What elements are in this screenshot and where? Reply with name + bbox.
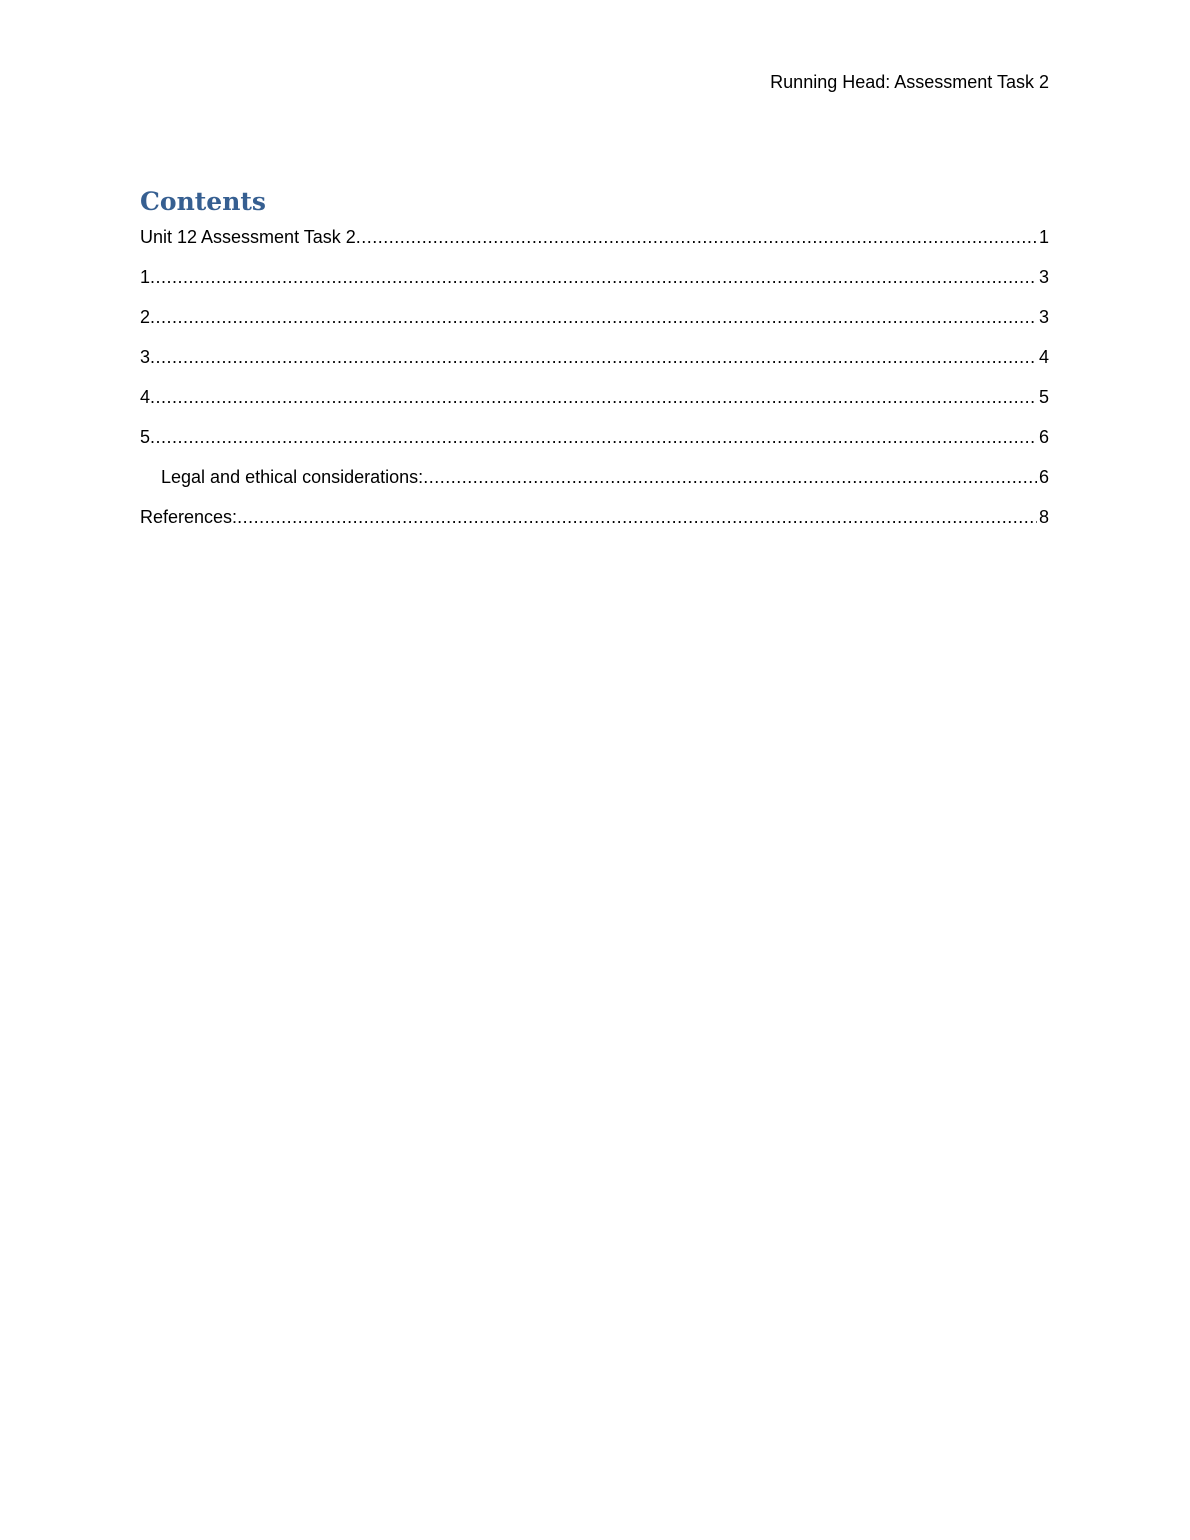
running-head: Running Head: Assessment Task 2	[770, 72, 1049, 92]
toc-entry-page-number: 5	[1038, 387, 1049, 407]
toc-dot-leader	[150, 344, 1037, 370]
toc-entry-unit-12-assessment-task-2[interactable]	[140, 224, 1049, 264]
toc-dot-leader	[356, 224, 1037, 250]
toc-entry-text: References:	[140, 507, 238, 527]
toc-entry-2[interactable]	[140, 304, 1049, 344]
table-of-contents	[140, 224, 1049, 544]
toc-entry-text: 2	[140, 307, 151, 327]
toc-dot-leader	[423, 464, 1037, 490]
toc-entry-text: 3	[140, 347, 151, 367]
toc-entry-text: 1	[140, 267, 151, 287]
toc-entry-page-number: 8	[1038, 507, 1049, 527]
toc-title: Contents	[140, 187, 267, 216]
toc-dot-leader	[237, 504, 1037, 530]
toc-dot-leader	[150, 384, 1037, 410]
toc-entry-4[interactable]	[140, 384, 1049, 424]
toc-entry-text: Legal and ethical considerations:	[161, 467, 424, 487]
toc-entry-page-number: 1	[1038, 227, 1049, 247]
toc-entry-legal-and-ethical-considerations[interactable]	[140, 464, 1049, 504]
toc-entry-text: Unit 12 Assessment Task 2	[140, 227, 356, 247]
toc-entry-3[interactable]	[140, 344, 1049, 384]
toc-entry-5[interactable]	[140, 424, 1049, 464]
toc-dot-leader	[150, 304, 1037, 330]
toc-dot-leader	[150, 424, 1037, 450]
toc-entry-page-number: 6	[1038, 467, 1049, 487]
toc-entry-page-number: 3	[1038, 307, 1049, 327]
toc-dot-leader	[150, 264, 1037, 290]
toc-entry-1[interactable]	[140, 264, 1049, 304]
toc-entry-text: 5	[140, 427, 151, 447]
toc-entry-page-number: 3	[1038, 267, 1049, 287]
toc-entry-page-number: 4	[1038, 347, 1049, 367]
toc-entry-references[interactable]	[140, 504, 1049, 544]
toc-entry-page-number: 6	[1038, 427, 1049, 447]
toc-entry-text: 4	[140, 387, 151, 407]
